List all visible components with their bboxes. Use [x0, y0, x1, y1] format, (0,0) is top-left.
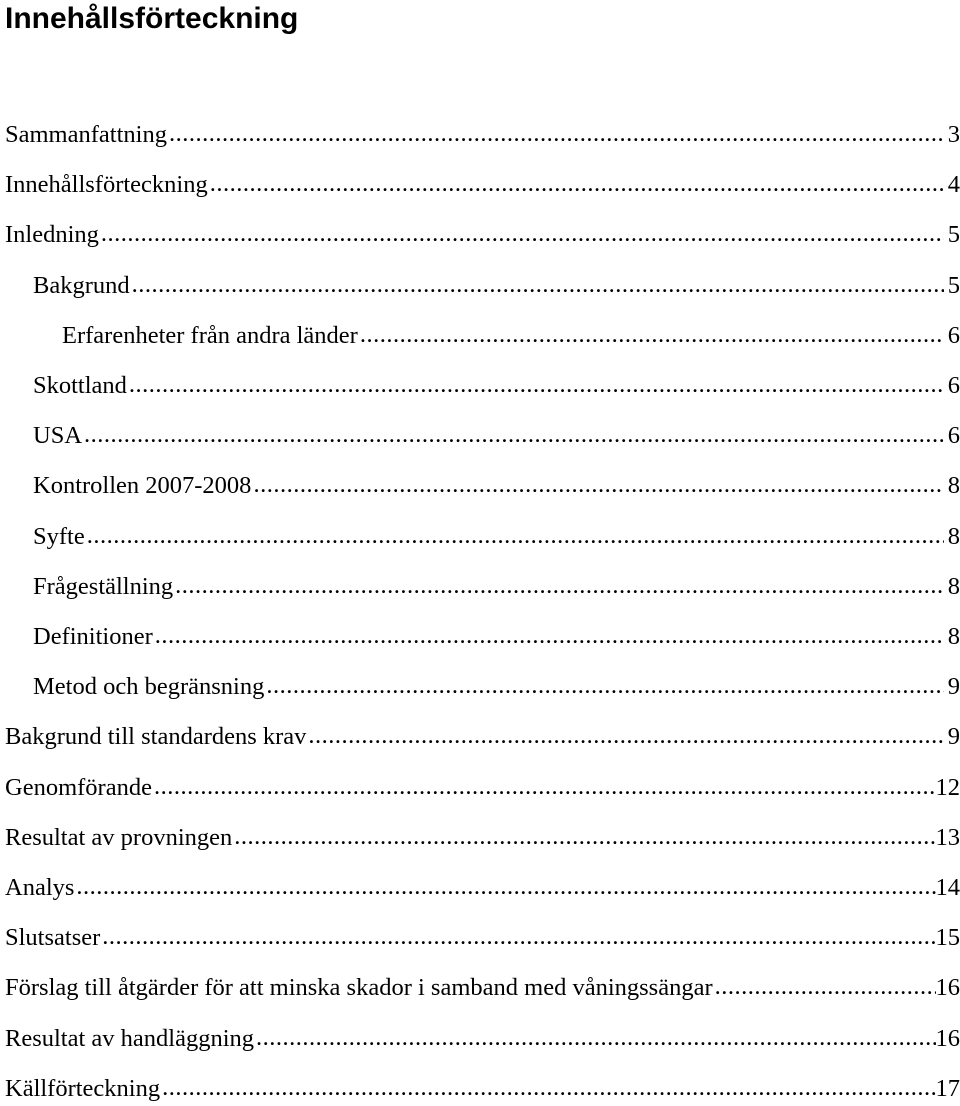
toc-dot-leader	[715, 970, 936, 1004]
toc-entry[interactable]	[5, 118, 960, 152]
toc-entry[interactable]	[5, 871, 960, 905]
toc-entry-label: Genomförande	[5, 771, 152, 805]
toc-page-number: 15	[936, 921, 960, 955]
page-title: Innehållsförteckning	[5, 0, 298, 38]
toc-entry-label: Bakgrund	[33, 269, 130, 303]
toc-entry[interactable]	[33, 620, 960, 654]
toc-dot-leader	[155, 619, 944, 653]
toc-entry[interactable]	[5, 720, 960, 754]
toc-page-number: 9	[944, 720, 960, 754]
toc-dot-leader	[162, 1071, 935, 1105]
toc-entry-label: Analys	[5, 871, 74, 905]
toc-page-number: 6	[944, 419, 960, 453]
toc-entry-label: Resultat av handläggning	[5, 1022, 254, 1056]
toc-dot-leader	[129, 368, 944, 402]
toc-entry-label: Definitioner	[33, 620, 153, 654]
toc-page-number: 8	[944, 570, 960, 604]
toc-page-number: 4	[944, 168, 960, 202]
toc-entry[interactable]	[5, 921, 960, 955]
toc-dot-leader	[101, 217, 944, 251]
toc-entry-label: USA	[33, 419, 82, 453]
toc-page-number: 16	[936, 1022, 960, 1056]
toc-dot-leader	[210, 167, 944, 201]
toc-page-number: 6	[944, 319, 960, 353]
toc-entry-label: Inledning	[5, 218, 99, 252]
toc-dot-leader	[266, 669, 944, 703]
toc-page-number: 6	[944, 369, 960, 403]
toc-entry-label: Innehållsförteckning	[5, 168, 208, 202]
toc-page-number: 14	[936, 871, 960, 905]
toc-entry-label: Resultat av provningen	[5, 821, 232, 855]
toc-dot-leader	[169, 117, 944, 151]
toc-dot-leader	[175, 569, 944, 603]
toc-page-number: 16	[936, 971, 960, 1005]
toc-entry[interactable]	[33, 520, 960, 554]
toc-page-number: 12	[936, 771, 960, 805]
toc-entry[interactable]	[33, 570, 960, 604]
toc-entry-label: Sammanfattning	[5, 118, 167, 152]
toc-dot-leader	[253, 468, 944, 502]
toc-entry-label: Bakgrund till standardens krav	[5, 720, 306, 754]
toc-entry[interactable]	[5, 1022, 960, 1056]
toc-entry[interactable]	[33, 419, 960, 453]
toc-entry-label: Skottland	[33, 369, 127, 403]
toc-page-number: 9	[944, 670, 960, 704]
toc-dot-leader	[360, 318, 944, 352]
toc-dot-leader	[87, 519, 944, 553]
toc-entry[interactable]	[62, 319, 960, 353]
toc-page-number: 17	[936, 1072, 960, 1106]
toc-dot-leader	[84, 418, 944, 452]
toc-page-number: 13	[936, 821, 960, 855]
toc-entry[interactable]	[5, 821, 960, 855]
toc-entry[interactable]	[5, 1072, 960, 1106]
toc-entry-label: Källförteckning	[5, 1072, 160, 1106]
toc-page-number: 3	[944, 118, 960, 152]
toc-dot-leader	[256, 1021, 935, 1055]
toc-entry-label: Kontrollen 2007-2008	[33, 469, 251, 503]
toc-entry[interactable]	[33, 369, 960, 403]
toc-dot-leader	[154, 770, 936, 804]
toc-entry[interactable]	[5, 218, 960, 252]
toc-entry[interactable]	[5, 771, 960, 805]
toc-dot-leader	[308, 719, 944, 753]
toc-dot-leader	[76, 870, 935, 904]
toc-page-number: 5	[944, 218, 960, 252]
toc-page-number: 8	[944, 520, 960, 554]
toc-entry[interactable]	[33, 469, 960, 503]
toc-entry[interactable]	[5, 168, 960, 202]
toc-page-number: 5	[944, 269, 960, 303]
toc-entry-label: Slutsatser	[5, 921, 100, 955]
toc-entry-label: Förslag till åtgärder för att minska skador i samband med våningssängar	[5, 971, 713, 1005]
toc-entry-label: Frågeställning	[33, 570, 173, 604]
toc-page-number: 8	[944, 620, 960, 654]
toc-entry-label: Metod och begränsning	[33, 670, 264, 704]
toc-entry-label: Syfte	[33, 520, 85, 554]
toc-entry-label: Erfarenheter från andra länder	[62, 319, 358, 353]
toc-page-number: 8	[944, 469, 960, 503]
toc-entry[interactable]	[5, 971, 960, 1005]
toc-entry[interactable]	[33, 670, 960, 704]
toc-dot-leader	[102, 920, 935, 954]
toc-dot-leader	[234, 820, 935, 854]
toc-entry[interactable]	[33, 269, 960, 303]
toc-dot-leader	[132, 268, 944, 302]
